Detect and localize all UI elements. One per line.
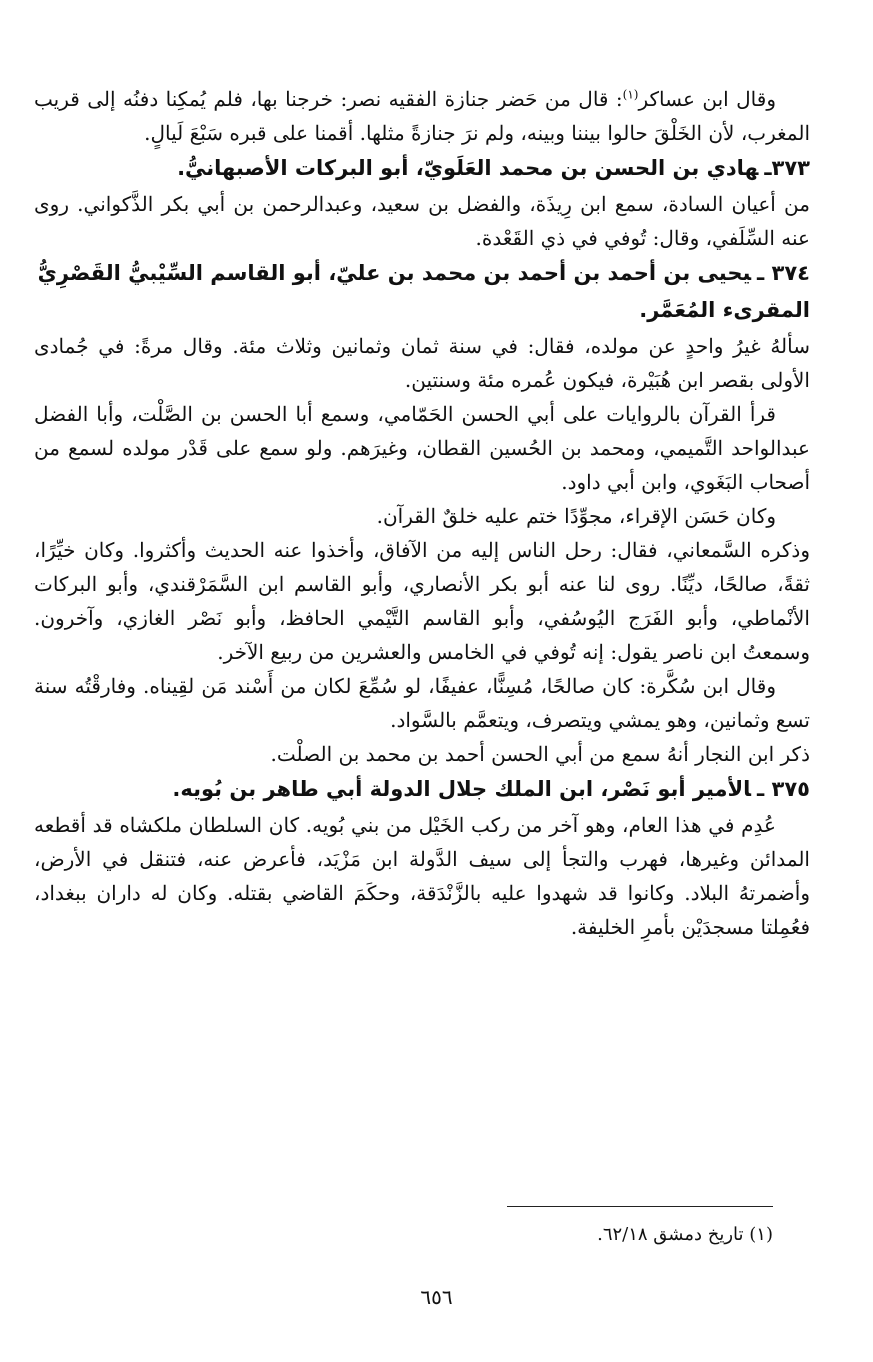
footnote: (١) تاريخ دمشق ٦٢/١٨. (597, 1224, 773, 1245)
entry-heading-375 (34, 771, 810, 808)
entry-title: يحيى بن أحمد بن أحمد بن محمد بن عليّ، أبو القاسم السِّيْبيُّ القَصْرِيُّ المقرىء المُعَمَّر. (37, 261, 810, 322)
entry-paragraph: سألهُ غيرُ واحدٍ عن مولده، فقال: في سنة ثمان وثمانين وثلاث مئة. وقال مرةً: في جُمادى الأولى بقصر ابن هُبَيْرة، فيكون عُمره مئة وسنتين. (34, 334, 810, 392)
entry-number: ٣٧٣ـ (764, 156, 810, 180)
opening-text-rest: : قال من حَضر جنازة الفقيه نصر: خرجنا بها، فلم يُمكِنا دفنُه إلى قريب المغرب، لأن الخَلْقَ حالوا بيننا وبينه، ولم نرَ جنازةً مثلها. أقمنا على قبره سَبْعَ لَيالٍ. (34, 87, 810, 145)
entry-paragraph: وذكره السَّمعاني، فقال: رحل الناس إليه من الآفاق، وأخذوا عنه الحديث وأكثروا. وكان خيِّرًا، ثقةً، صالحًا، ديِّنًا. روى لنا عنه أبو بكر الأنصاري، وأبو القاسم ابن السَّمَرْقندي، وأبو البركات الأنْماطي، وأبو الفَرَج اليُوسُفي، وأبو القاسم التَّيْمي الحافظ، وأبو نَصْر الغازي، وآخرون. وسمعتُ ابن ناصر يقول: إنه تُوفي في الخامس والعشرين من ربيع الآخر. (34, 538, 810, 664)
entry-title: الأمير أبو نَصْر، ابن الملك جلال الدولة أبي طاهر بن بُويه. (172, 777, 752, 801)
entry-heading-374 (34, 255, 810, 329)
page-body (34, 82, 810, 944)
footnote-divider (507, 1206, 773, 1207)
entry-number: ٣٧٥ ـ (757, 777, 810, 801)
footnote-ref[interactable]: (١) (622, 87, 639, 102)
entry-number: ٣٧٤ ـ (757, 261, 810, 285)
entry-paragraph: قرأ القرآن بالروايات على أبي الحسن الحَمّامي، وسمع أبا الحسن بن الصَّلْت، وأبا الفضل عبدالواحد التَّميمي، ومحمد بن الحُسين القطان، وغيرَهم. ولو سمع على قَدْر مولده لسمع من أصحاب البَغَوي، وابن أبي داود. (34, 402, 810, 494)
opening-text-start: وقال ابن عساكر (638, 87, 776, 111)
entry-title: هادي بن الحسن بن محمد العَلَويّ، أبو البركات الأصبهانيُّ. (177, 156, 759, 180)
entry-paragraph: ذكر ابن النجار أنهُ سمع من أبي الحسن أحمد بن محمد بن الصلْت. (270, 742, 810, 766)
entry-heading-373 (34, 150, 810, 187)
entry-paragraph: عُدِم في هذا العام، وهو آخر من ركب الخَيْل من بني بُويه. كان السلطان ملكشاه قد أقطعه المدائن وغيرها، فهرب والتجأ إلى سيف الدَّولة ابن مَزْيَد، فأعرض عنه، فتنقل في الأرض، وأضمرتهُ البلاد. وكانوا قد شهدوا عليه بالزَّنْدَقة، وحكَمَ القاضي بقتله. وكان له داران ببغداد، فعُمِلتا مسجدَيْن بأمرِ الخليفة. (34, 813, 810, 939)
entry-paragraph: وكان حَسَن الإقراء، مجوِّدًا ختم عليه خلقٌ القرآن. (376, 504, 776, 528)
entry-paragraph: وقال ابن سُكَّرة: كان صالحًا، مُسِنًّا، عفيفًا، لو سُمِّعَ لكان من أَسْند مَن لقِيناه. وفارقْتُه سنة تسع وثمانين، وهو يمشي ويتصرف، ويتعمَّم بالسَّواد. (34, 674, 810, 732)
entry-paragraph: من أعيان السادة، سمع ابن رِيذَة، والفضل بن سعيد، وعبدالرحمن بن أبي بكر الذَّكواني. روى عنه السِّلَفي، وقال: تُوفي في ذي القَعْدة. (34, 192, 810, 250)
page-number: ٦٥٦ (420, 1285, 453, 1309)
opening-paragraph (34, 82, 810, 150)
